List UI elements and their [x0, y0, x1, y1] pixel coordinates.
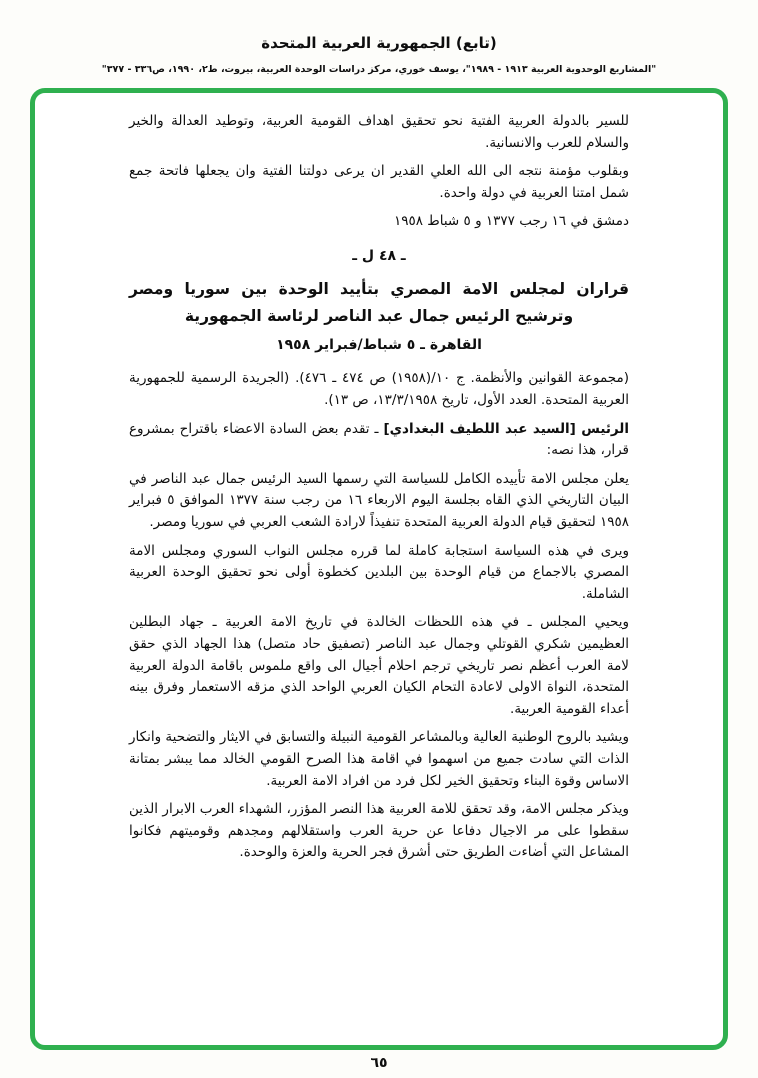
source-note: (مجموعة القوانين والأنظمة. ج ١٠/(١٩٥٨) ص ٤٧٤ ـ ٤٧٦). (الجريدة الرسمية للجمهورية العربية المتحدة. العدد الأول، تاريخ ١٣/٣/١٩٥٨، ص ١٣).	[129, 370, 630, 409]
speaker-text: ـ تقدم بعض السادة الاعضاء باقتراح بمشروع قرار، هذا نصه:	[129, 420, 629, 459]
page-number: ٦٥	[370, 1055, 388, 1071]
section-heading	[129, 245, 629, 356]
paragraph: ويرى في هذه السياسة استجابة كاملة لما قرره مجلس النواب السوري ومجلس الامة المصري بالاجماع من قيام الوحدة بين البلدين كخطوة أولى نحو تحقيق الوحدة العربية الشاملة.	[129, 542, 629, 602]
header-title: (تابع) الجمهورية العربية المتحدة	[261, 34, 497, 52]
page-header	[0, 0, 758, 75]
paragraph: ويذكر مجلس الامة، وقد تحقق للامة العربية هذا النصر المؤزر، الشهداء العرب الابرار الذين سقطوا على مر الاجيال دفاعا عن حرية العرب واستقلالهم ومجدهم وقوميتهم فكانوا المشاعل التي أضاءت الطريق حتى أشرق فجر الحرية والعزة والوحدة.	[129, 801, 629, 861]
dateline: دمشق في ١٦ رجب ١٣٧٧ و ٥ شباط ١٩٥٨	[393, 213, 629, 230]
speaker-paragraph	[129, 419, 629, 462]
section-number: ـ ٤٨ ل ـ	[352, 247, 406, 264]
section-subtitle: القاهرة ـ ٥ شباط/فبراير ١٩٥٨	[276, 337, 482, 354]
paragraph: ويحيي المجلس ـ في هذه اللحظات الخالدة في تاريخ الامة العربية ـ جهاد البطلين العظيمين شكري القوتلي وجمال عبد الناصر (تصفيق حاد متصل) هذا الجهاد الذي حقق لامة العرب أعظم نصر تاريخي ترجم احلام أجيال الى واقع ملموس باقامة الدولة العربية المتحدة، النواة الاولى لاعادة التحام الكيان العربي الواحد الذي مزقه الاستعمار وفرق بينه أعداء القومية العربية.	[129, 614, 629, 717]
section-title: قراران لمجلس الامة المصري بتأييد الوحدة بين سوريا ومصر وترشيح الرئيس جمال عبد الناصر لرئاسة الجمهورية	[129, 280, 629, 325]
paragraph: للسير بالدولة العربية الفتية نحو تحقيق اهداف القومية العربية، وتوطيد العدالة والخير والسلام للعرب والانسانية.	[129, 113, 629, 151]
source-citation: "المشاريع الوحدوية العربية ١٩١٣ - ١٩٨٩"، يوسف خوري، مركز دراسات الوحدة العربية، بيروت، ط٢، ١٩٩٠، ص٣٣٦ - ٣٧٧"	[101, 64, 657, 75]
green-border-frame	[30, 88, 728, 1050]
speaker-name: الرئيس [السيد عبد اللطيف البغدادي]	[383, 420, 629, 437]
paragraph: يعلن مجلس الامة تأييده الكامل للسياسة التي رسمها السيد الرئيس جمال عبد الناصر في البيان التاريخي الذي القاه بجلسة اليوم الاربعاء ١٦ من رجب سنة ١٣٧٧ الموافق ٥ فبراير ١٩٥٨ لتحقيق قيام الدولة العربية المتحدة تنفيذاً لارادة الشعب العربي في سوريا ومصر.	[129, 470, 629, 530]
document-content	[129, 111, 629, 864]
paragraph: ويشيد بالروح الوطنية العالية وبالمشاعر القومية النبيلة والتسابق في الايثار والتضحية وانكار الذات التي سادت جميع من اسهموا في اقامة هذا الصرح القومي الخالد مما يبشر بمتانة الاساس وقوة البناء وتحقيق الخير لكل فرد من افراد الامة العربية.	[129, 729, 629, 789]
paragraph: وبقلوب مؤمنة نتجه الى الله العلي القدير ان يرعى دولتنا الفتية وان يجعلها فاتحة جمع شمل امتنا العربية في دولة واحدة.	[129, 163, 629, 201]
